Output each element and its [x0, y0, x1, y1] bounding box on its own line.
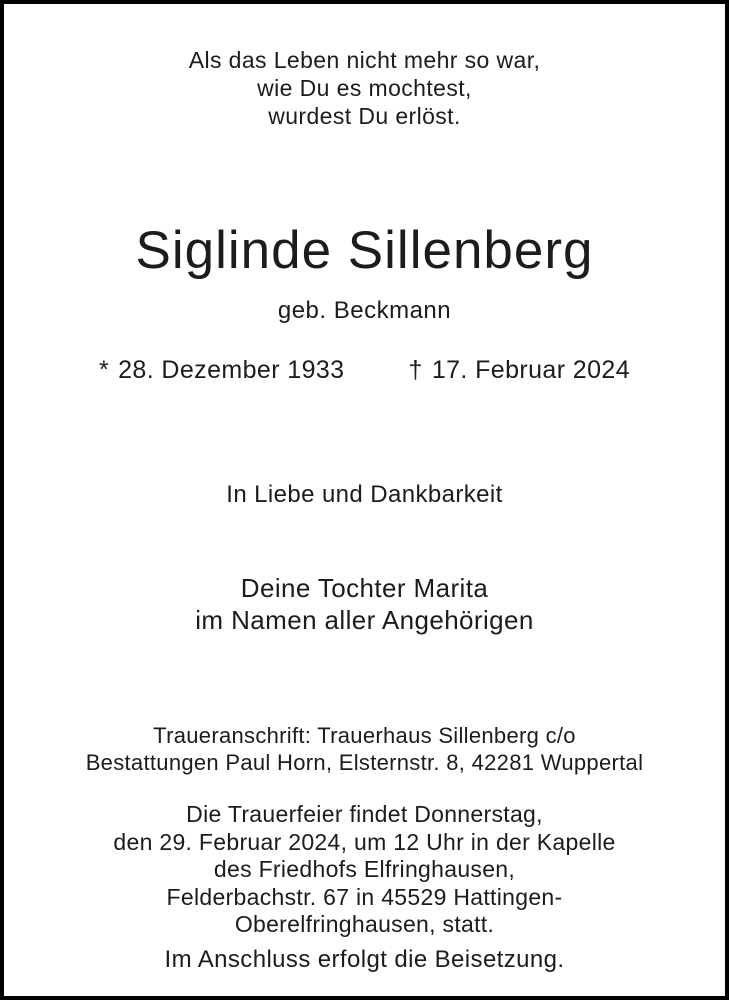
- verse-line-2: wie Du es mochtest,: [257, 75, 472, 101]
- burial-note: Im Anschluss erfolgt die Beisetzung.: [164, 946, 565, 973]
- birth-date: [99, 354, 345, 386]
- funeral-line-3: des Friedhofs Elfringhausen,: [213, 856, 516, 882]
- maiden-name: geb. Beckmann: [277, 297, 452, 324]
- funeral-line-4: Felderbachstr. 67 in 45529 Hattingen-: [166, 883, 563, 910]
- mourning-address: [4, 722, 725, 776]
- mourning-address-line-2: Bestattungen Paul Horn, Elsternstr. 8, 42281 Wuppertal: [85, 750, 644, 775]
- life-dates: [4, 354, 725, 386]
- tribute-line: In Liebe und Dankbarkeit: [226, 481, 503, 508]
- funeral-line-5: Oberelfringhausen, statt.: [234, 911, 495, 937]
- memorial-verse: [4, 46, 725, 130]
- verse-line-1: Als das Leben nicht mehr so war,: [188, 47, 541, 73]
- death-cross-symbol: †: [408, 356, 423, 384]
- birth-star-symbol: *: [98, 356, 110, 384]
- death-date: [409, 354, 631, 386]
- mourning-address-line-1: Traueranschrift: Trauerhaus Sillenberg c/o: [153, 723, 576, 748]
- funeral-details: [4, 801, 725, 939]
- mourner-line-1: Deine Tochter Marita: [240, 573, 489, 603]
- verse-line-3: wurdest Du erlöst.: [268, 103, 461, 129]
- mourners: [4, 572, 725, 636]
- funeral-line-2: den 29. Februar 2024, um 12 Uhr in der Kapelle: [113, 828, 616, 855]
- deceased-name: Siglinde Sillenberg: [135, 221, 594, 280]
- mourner-line-2: im Namen aller Angehörigen: [195, 605, 534, 635]
- birth-date-text: 28. Dezember 1933: [118, 356, 345, 384]
- death-date-text: 17. Februar 2024: [431, 356, 631, 384]
- funeral-line-1: Die Trauerfeier findet Donnerstag,: [186, 801, 543, 827]
